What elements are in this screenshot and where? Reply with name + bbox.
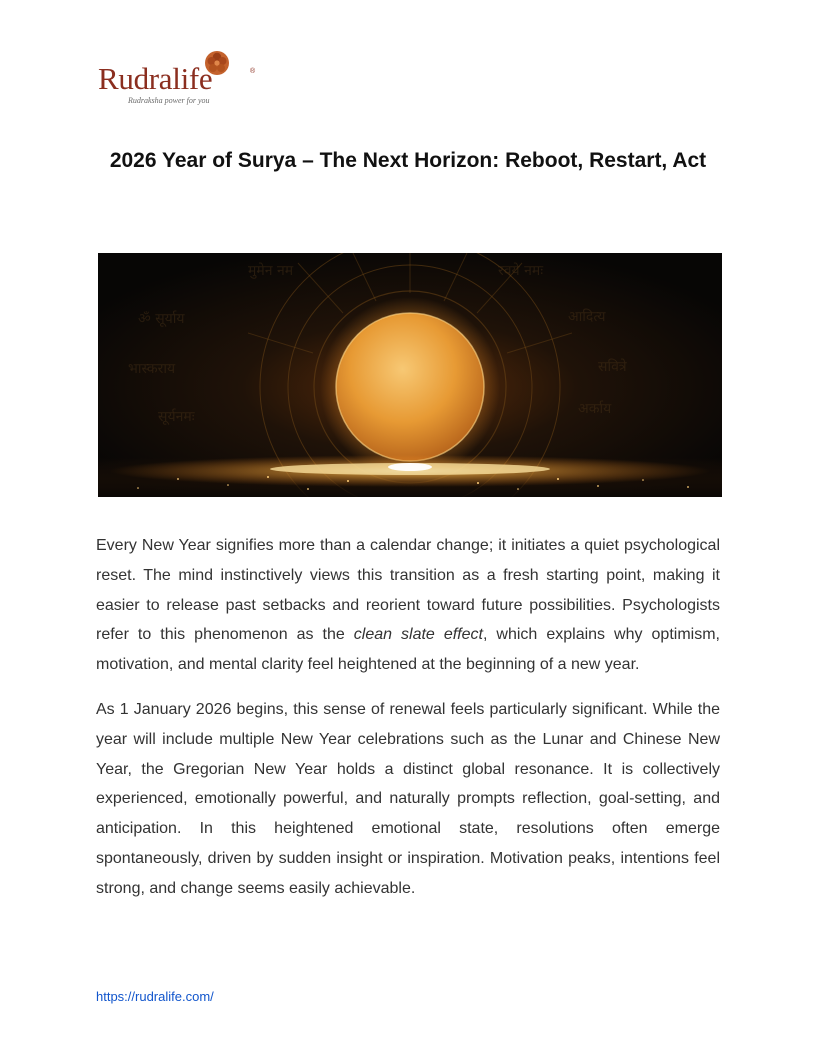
- emphasis-clean-slate-effect: clean slate effect: [353, 626, 483, 644]
- article-body: [96, 531, 720, 919]
- logo-tagline: Rudraksha power for you: [128, 96, 210, 105]
- svg-text:रवये नमः: रवये नमः: [498, 263, 544, 279]
- registered-mark: ®: [250, 68, 256, 75]
- footer-website-link[interactable]: https://rudralife.com/: [96, 989, 214, 1004]
- svg-text:आदित्य: आदित्य: [568, 309, 606, 325]
- svg-text:भास्कराय: भास्कराय: [128, 361, 176, 377]
- article-title: 2026 Year of Surya – The Next Horizon: Reboot, Restart, Act: [109, 149, 707, 172]
- glowing-sun-illustration: [98, 253, 722, 497]
- svg-text:सूर्यनमः: सूर्यनमः: [158, 409, 195, 425]
- paragraph-new-year-2026: As 1 January 2026 begins, this sense of renewal feels particularly significant. While the year will include multiple New Year celebrations such as the Lunar and Chinese New Year, the Gregorian New Year holds a distinct global resonance. It is collectively experienced, emotionally powerful, and naturally prompts reflection, goal-setting, and anticipation. In this heightened emotional state, resolutions often emerge spontaneously, driven by sudden insight or inspiration. Motivation peaks, intentions feel strong, and change seems easily achievable.: [96, 700, 720, 897]
- svg-text:ॐ सूर्याय: ॐ सूर्याय: [138, 311, 185, 327]
- svg-text:अर्काय: अर्काय: [578, 401, 612, 417]
- paragraph-text: Every New Year signifies more than a calendar change; it initiates a quiet psychological reset. The mind instinctively views this transition as a fresh starting point, making it easier to release past setbacks and reorient toward future possibilities. Psychologists refer to this phenomenon as the: [96, 537, 720, 644]
- brand-logo: [98, 48, 268, 110]
- paragraph-clean-slate: [96, 531, 720, 680]
- paragraph-text: , which explains why optimism, motivation, and mental clarity feel heightened at the beginning of a new year.: [96, 626, 720, 674]
- logo-wordmark: Rudralife: [98, 61, 213, 96]
- svg-text:सवित्रे: सवित्रे: [598, 359, 627, 375]
- svg-text:मुमेन नम: मुमेन नम: [248, 263, 294, 279]
